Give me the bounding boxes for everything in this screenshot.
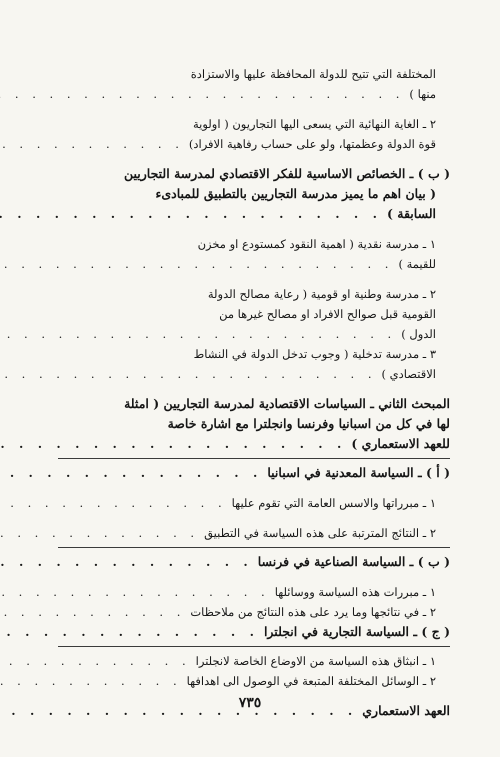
table-of-contents <box>58 64 450 721</box>
toc-text: ٣ ـ مدرسة تدخلية ( وجوب تدخل الدولة في النشاط <box>193 347 436 361</box>
divider <box>58 547 450 548</box>
dot-leader <box>0 84 404 104</box>
section-heading: ( ب ) ـ السياسة الصناعية في فرنسا <box>257 554 450 569</box>
divider <box>58 458 450 459</box>
toc-line <box>58 414 450 434</box>
toc-text: منها ) <box>409 87 436 101</box>
chapter-heading: المبحث الثاني ـ السياسات الاقتصادية لمدرسة التجاريين ( امثلة <box>124 396 450 411</box>
toc-line <box>58 64 450 84</box>
chapter-heading: لها في كل من اسبانيا وفرنسا وانجلترا مع اشارة خاصة <box>167 416 450 431</box>
dot-leader <box>0 651 191 671</box>
toc-line <box>58 114 450 134</box>
toc-text: ١ ـ انبثاق هذه السياسة من الاوضاع الخاصة لانجلترا <box>195 654 436 668</box>
toc-entry <box>58 602 450 622</box>
toc-text: ٢ ـ الوسائل المختلفة المتبعة في الوصول الى اهدافها <box>186 674 436 688</box>
toc-entry <box>58 622 450 642</box>
divider <box>58 646 450 647</box>
chapter-heading: للعهد الاستعماري ) <box>351 436 450 451</box>
toc-line <box>58 164 450 184</box>
toc-entry <box>58 651 450 671</box>
toc-entry <box>58 582 450 602</box>
toc-line <box>58 234 450 254</box>
toc-entry <box>58 493 450 513</box>
toc-text: ١ ـ مبررات هذه السياسة ووسائلها <box>274 585 436 599</box>
toc-entry <box>58 523 450 543</box>
toc-line <box>58 304 450 324</box>
dot-leader <box>0 434 346 454</box>
toc-text: ٢ ـ مدرسة وطنية او قومية ( رعاية مصالح الدولة <box>207 287 436 301</box>
toc-line <box>58 284 450 304</box>
dot-leader <box>0 493 227 513</box>
toc-text: قوة الدولة وعظمتها، ولو على حساب رفاهية الافراد) <box>188 137 436 151</box>
section-heading: ( أ ) ـ السياسة المعدنية في اسبانيا <box>267 465 450 480</box>
dot-leader <box>0 463 262 483</box>
section-heading: السابقة ) <box>386 206 436 221</box>
dot-leader <box>0 204 382 224</box>
dot-leader <box>0 622 259 642</box>
toc-text: ٢ ـ النتائج المترتبة على هذه السياسة في التطبيق <box>204 526 436 540</box>
toc-entry <box>58 434 450 454</box>
toc-text: الاقتصادي ) <box>381 367 436 381</box>
toc-entry <box>58 364 450 384</box>
toc-line <box>58 394 450 414</box>
toc-text: المختلفة التي تتيح للدولة المحافظة عليها والاستزادة <box>190 67 436 81</box>
dot-leader <box>0 364 377 384</box>
dot-leader <box>0 602 185 622</box>
section-heading: ( بيان اهم ما يميز مدرسة التجاريين بالتطبيق للمبادىء <box>155 186 436 201</box>
toc-line <box>58 184 450 204</box>
toc-text: القومية قبل صوالح الافراد او مصالح غيرها من <box>219 307 436 321</box>
toc-text: ٢ ـ الغاية النهائية التي يسعى اليها التجاريون ( اولوية <box>193 117 436 131</box>
toc-text: ٢ ـ في نتائجها وما يرد على هذه النتائج من ملاحظات <box>190 605 436 619</box>
toc-line <box>58 344 450 364</box>
toc-entry <box>58 84 450 104</box>
page-number: ٧٣٥ <box>238 695 262 711</box>
toc-entry <box>58 254 450 274</box>
dot-leader <box>0 671 182 691</box>
dot-leader <box>0 324 396 344</box>
toc-text: الدول ) <box>401 327 436 341</box>
toc-entry <box>58 671 450 691</box>
section-heading: العهد الاستعماري <box>362 703 450 718</box>
dot-leader <box>0 523 199 543</box>
toc-text: ١ ـ مدرسة نقدية ( اهمية النقود كمستودع او مخزن <box>197 237 436 251</box>
toc-entry <box>58 463 450 483</box>
toc-text: ١ ـ مبرراتها والاسس العامة التي تقوم عليها <box>231 496 436 510</box>
dot-leader <box>0 582 270 602</box>
toc-entry <box>58 552 450 572</box>
dot-leader <box>0 134 184 154</box>
toc-entry <box>58 324 450 344</box>
section-heading: ( ب ) ـ الخصائص الاساسية للفكر الاقتصادي لمدرسة التجاريين <box>123 166 450 181</box>
dot-leader <box>0 254 393 274</box>
dot-leader <box>0 552 253 572</box>
toc-entry <box>58 134 450 154</box>
section-heading: ( ج ) ـ السياسة التجارية في انجلترا <box>263 624 450 639</box>
toc-entry <box>58 204 450 224</box>
toc-text: للقيمة ) <box>398 257 436 271</box>
